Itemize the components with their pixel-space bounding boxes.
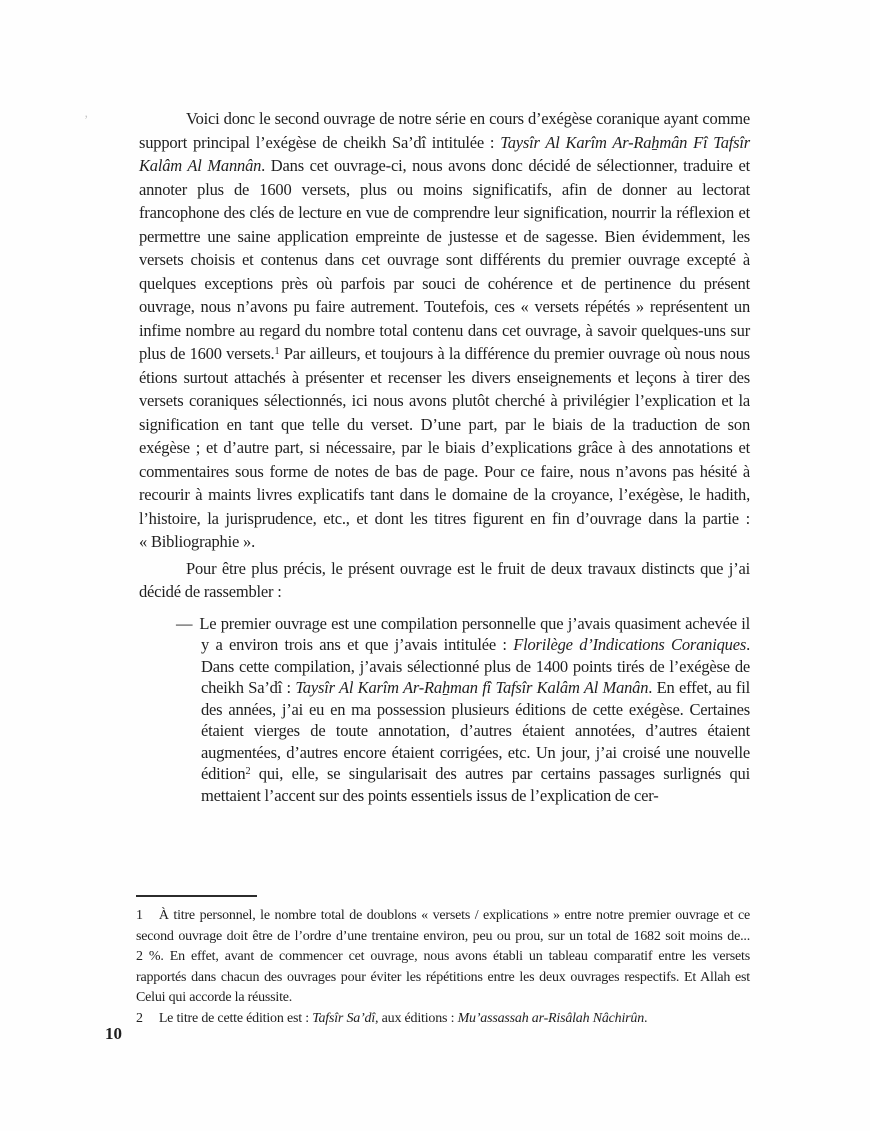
footnote-reference: 2: [245, 765, 251, 777]
text-run: . Dans cet ouvrage-ci, nous avons donc décidé de sélectionner, traduire et annoter plus de 1600 versets, plus ou moins significatifs, afin de donner au lectorat francophone des clés de lecture en vue de comprendre leur signification, nourrir la réflexion et permettre une saine application empreinte de justesse et de sagesse. Bien évidemment, les versets choisis et contenus dans cet ouvrage sont différents du premier ouvrage excepté à quelques exceptions près où parfois par souci de cohérence et de pertinence du présent ouvrage, nous n’avons pu faire autrement. Toutefois, ces « versets répétés » représentent un infime nombre au regard du nombre total contenu dans cet ouvrage, à savoir quelques-uns sur plus de 1600 versets.: [139, 156, 750, 363]
text-run: , aux éditions :: [375, 1010, 458, 1026]
text-run: qui, elle, se singularisait des autres par certains passages surlignés qui mettaient l’accent sur des points essentiels issus de l’explication de cer-: [201, 764, 750, 805]
footnote-2-text: [159, 1011, 648, 1026]
paragraph-intro: [139, 107, 750, 554]
text-run: Voici donc le second ouvrage de notre série en cours d’exégèse coranique ayant comme support principal l’exégèse de cheikh Sa’dî intitulée :: [139, 109, 750, 152]
italic-title: Tafsîr Sa’dî: [312, 1010, 376, 1026]
italic-title: Taysîr Al Karîm Ar-Raẖmân Fî Tafsîr Kalâm Al Mannân: [139, 132, 751, 175]
text-run: Le titre de cette édition est :: [158, 1010, 313, 1026]
text-run: . En effet, au fil des années, j’ai eu en ma possession plusieurs éditions de cette exégèse. Certaines étaient vierges de toute annotation, d’autres étaient annotées, d’autres étaient augmentées, d’autres encore étaient corrigées, etc. Un jour, j’ai croisé une nouvelle édition: [201, 678, 750, 783]
page-number: 10: [105, 1024, 122, 1043]
text-run: Pour être plus précis, le présent ouvrage est le fruit de deux travaux distincts que j’ai décidé de rassembler :: [139, 558, 750, 601]
text-run: . Dans cette compilation, j’avais sélectionné plus de 1400 points tirés de l’exégèse de cheikh Sa’dî :: [201, 635, 750, 697]
footnote-reference: 1: [274, 345, 280, 357]
text-run: .: [644, 1010, 648, 1026]
footnote-2: [136, 1009, 750, 1030]
text-run: Le premier ouvrage est une compilation personnelle que j’avais quasiment achevée il y a environ trois ans et que j’avais intitulée :: [199, 613, 750, 654]
footnote-2-number: 2: [136, 1010, 143, 1026]
scan-artifact: ’: [84, 112, 89, 127]
paragraph-precision: [139, 557, 750, 604]
footnote-separator: [136, 895, 257, 897]
text-run: Par ailleurs, et toujours à la différence du premier ouvrage où nous nous étions surtout attachés à présenter et recenser les divers enseignements et leçons à tirer des versets coraniques sélectionnés, ici nous avons plutôt cherché à privilégier l’explication et la signification en tant que telle du verset. D’une part, par le biais de la traduction de son exégèse ; et d’autre part, si nécessaire, par le biais d’explications grâce à des annotations et commentaires sous forme de notes de bas de page. Pour ce faire, nous n’avons pas hésité à recourir à maints livres explicatifs tant dans le domaine de la croyance, l’exégèse, le hadith, l’histoire, la jurisprudence, etc., et dont les titres figurent en fin d’ouvrage dans la partie : « Bibliographie ».: [139, 344, 750, 551]
list-dash: —: [176, 613, 193, 633]
footnote-1-text: [136, 908, 750, 1005]
page-body: [139, 107, 750, 806]
italic-title: Mu’assassah ar-Risâlah Nâchirûn: [457, 1010, 644, 1026]
footnote-1: [136, 906, 750, 1009]
list-item-text: [199, 614, 750, 805]
italic-title: Taysîr Al Karîm Ar-Raẖman fî Tafsîr Kalâm Al Manân: [295, 678, 649, 697]
footnote-1-number: 1: [136, 908, 143, 923]
list-item: [139, 613, 750, 807]
footnotes-block: [136, 895, 750, 1029]
text-run: À titre personnel, le nombre total de doublons « versets / explications » entre notre premier ouvrage et ce second ouvrage doit être de l’ordre d’une trentaine environ, peu ou prou, sur un total de 1682 soit moins de... 2 %. En effet, avant de commencer cet ouvrage, nous avons établi un tableau comparatif entre les versets rapportés dans chacun des ouvrages pour éviter les répétitions entre les deux ouvrages respectifs. Et Allah est Celui qui accorde la réussite.: [136, 908, 750, 1005]
italic-title: Florilège d’Indications Coraniques: [513, 635, 747, 654]
